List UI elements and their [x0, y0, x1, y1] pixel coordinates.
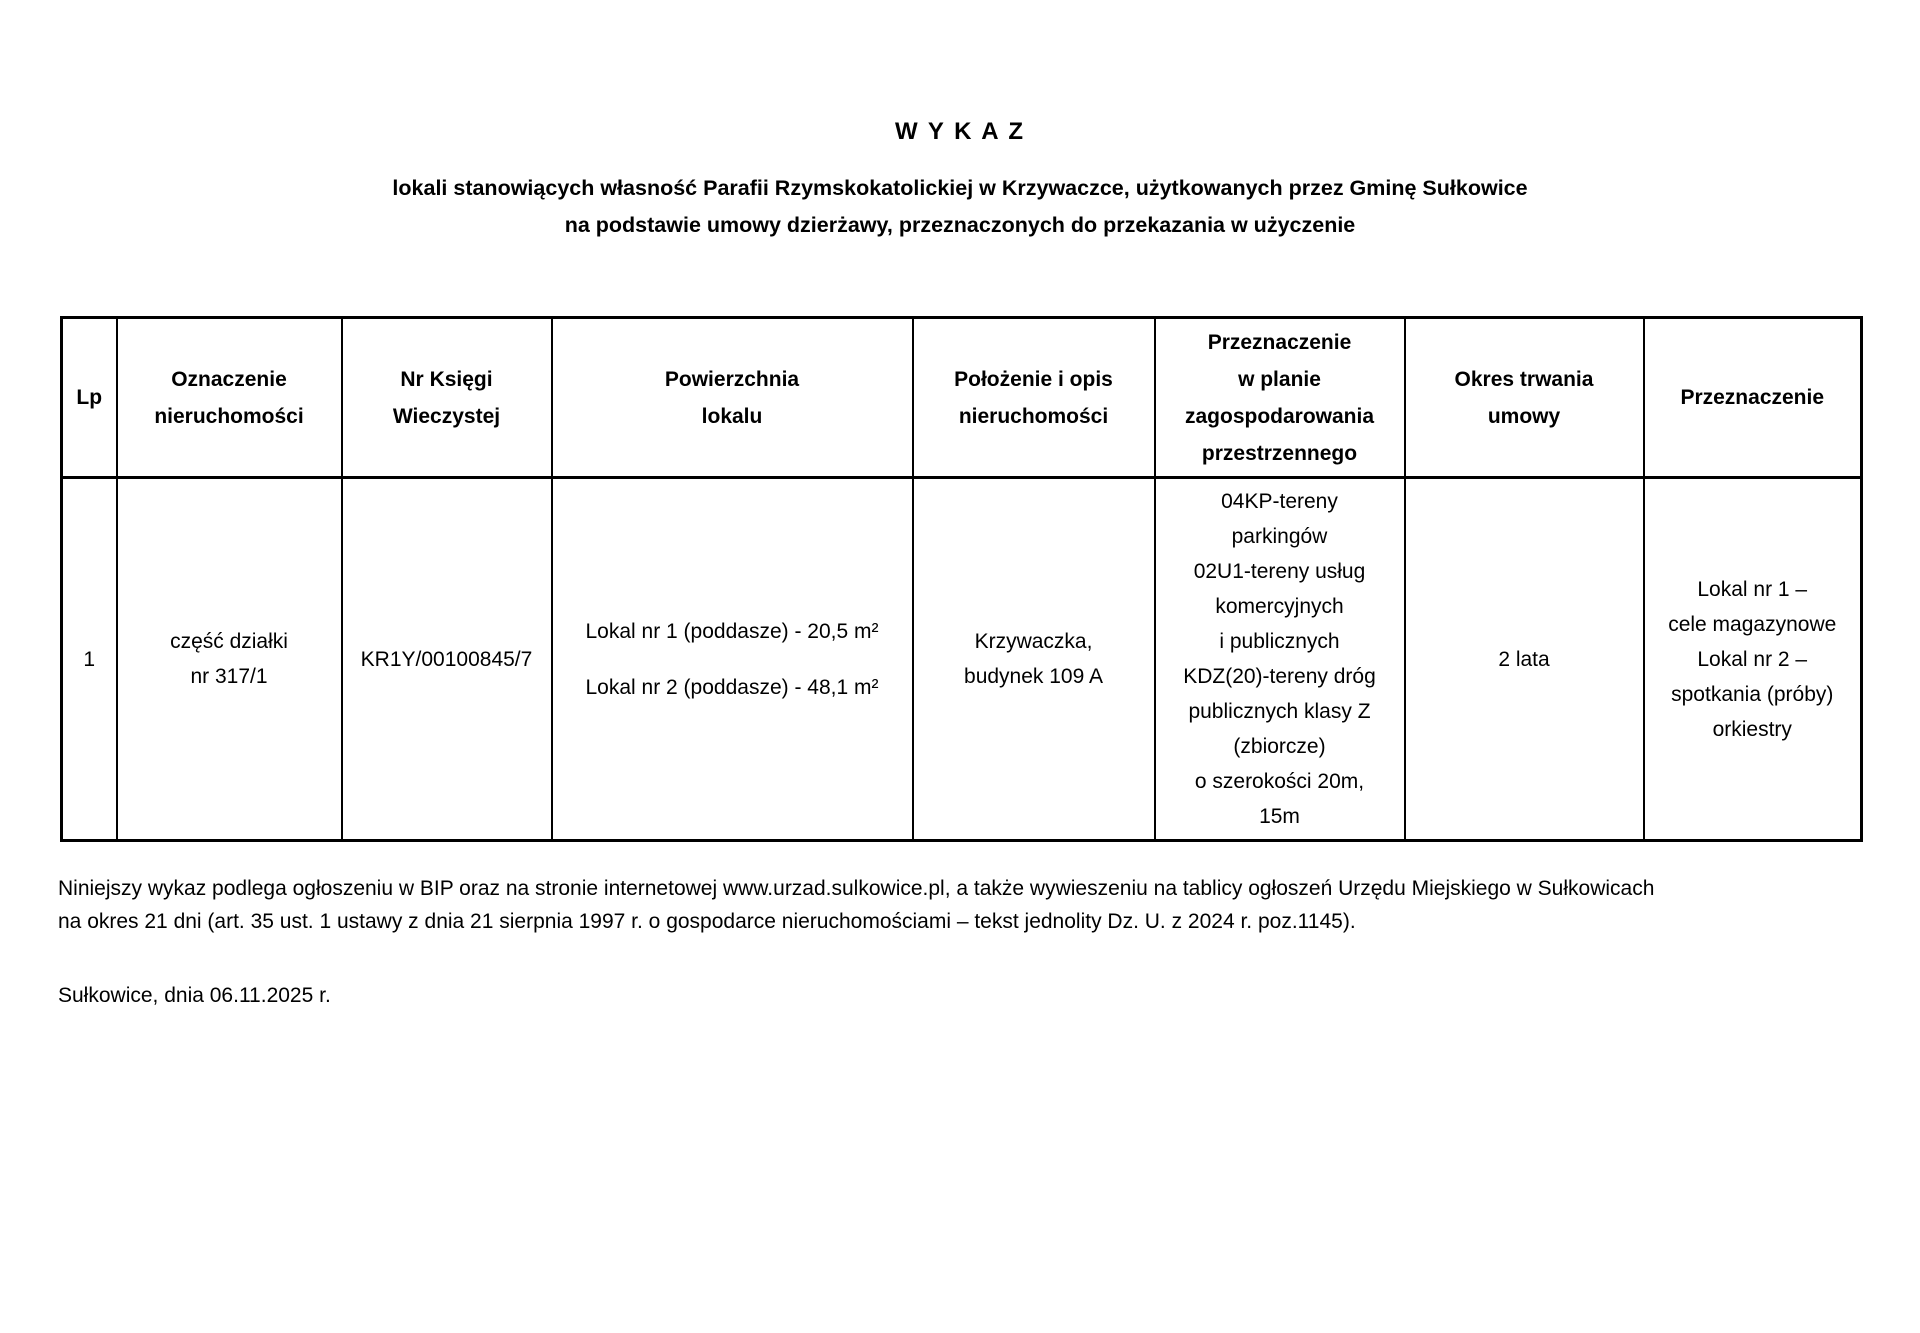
- value-ksiega: KR1Y/00100845/7: [360, 647, 533, 671]
- value-powierzchnia: Lokal nr 1 (poddasze) - 20,5 m² Lokal nr 2 (poddasze) - 48,1 m²: [585, 619, 879, 699]
- header-label-okres: Okres trwania umowy: [1454, 367, 1594, 428]
- header-label-powierzchnia: Powierzchnia lokalu: [664, 367, 800, 428]
- date-line: Sułkowice, dnia 06.11.2025 r.: [58, 984, 331, 1007]
- premises-table: [60, 316, 1863, 842]
- header-cell-polozenie: [913, 318, 1155, 478]
- page-title: W Y K A Z: [894, 118, 1025, 145]
- header-label-lp: Lp: [76, 386, 103, 409]
- value-plan: 04KP-tereny parkingów 02U1-tereny usług komercyjnych i publicznych KDZ(20)-tereny dróg publicznych klasy Z (zbiorcze) o szerokości 20m, 15m: [1183, 490, 1376, 828]
- value-lp: 1: [83, 647, 96, 671]
- table-header-row: [62, 318, 1862, 478]
- value-oznaczenie: część działki nr 317/1: [170, 630, 288, 688]
- header-cell-lp: [62, 318, 117, 478]
- header-label-polozenie: Położenie i opis nieruchomości: [954, 367, 1113, 428]
- header-cell-plan: [1155, 318, 1405, 478]
- header-cell-okres: [1405, 318, 1644, 478]
- value-okres: 2 lata: [1498, 647, 1550, 671]
- table-row: [62, 478, 1862, 841]
- cell-polozenie: [913, 478, 1155, 841]
- header-label-plan: Przeznaczenie w planie zagospodarowania przestrzennego: [1184, 330, 1375, 465]
- cell-ksiega: [342, 478, 552, 841]
- value-przeznaczenie: Lokal nr 1 – cele magazynowe Lokal nr 2 – spotkania (próby) orkiestry: [1668, 577, 1837, 741]
- header-label-oznaczenie: Oznaczenie nieruchomości: [154, 367, 304, 428]
- cell-plan: [1155, 478, 1405, 841]
- page-subtitle: lokali stanowiących własność Parafii Rzymskokatolickiej w Krzywaczce, użytkowanych przez Gminę Sułkowice na podstawie umowy dzierżawy, przeznaczonych do przekazania w użyczenie: [392, 176, 1528, 237]
- cell-lp: [62, 478, 117, 841]
- header-cell-powierzchnia: [552, 318, 913, 478]
- header-cell-przeznaczenie: [1644, 318, 1862, 478]
- header-cell-oznaczenie: [117, 318, 342, 478]
- cell-przeznaczenie: [1644, 478, 1862, 841]
- cell-okres: [1405, 478, 1644, 841]
- cell-powierzchnia: [552, 478, 913, 841]
- footer-paragraph: Niniejszy wykaz podlega ogłoszeniu w BIP oraz na stronie internetowej www.urzad.sulkowice.pl, a także wywieszeniu na tablicy ogłoszeń Urzędu Miejskiego w Sułkowicach na okres 21 dni (art. 35 ust. 1 ustawy z dnia 21 sierpnia 1997 r. o gospodarce nieruchomościami – tekst jednolity Dz. U. z 2024 r. poz.1145).: [58, 877, 1655, 933]
- value-polozenie: Krzywaczka, budynek 109 A: [964, 630, 1103, 688]
- header-label-ksiega: Nr Księgi Wieczystej: [392, 367, 501, 428]
- cell-oznaczenie: [117, 478, 342, 841]
- header-cell-ksiega: [342, 318, 552, 478]
- header-label-przeznaczenie: Przeznaczenie: [1680, 386, 1825, 409]
